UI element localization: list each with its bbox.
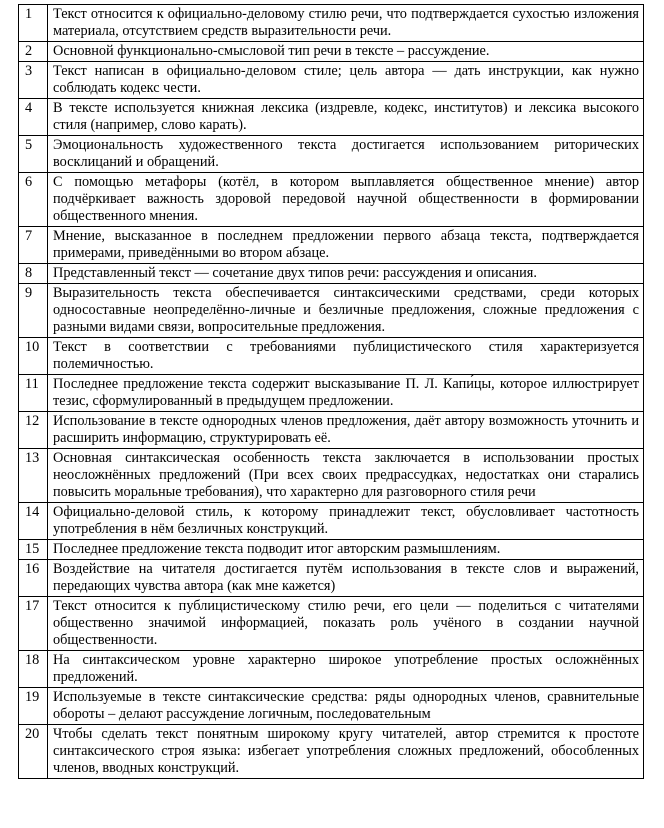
statement-number: 20 — [19, 725, 48, 779]
statement-text: Последнее предложение текста содержит высказывание П. Л. Капи́цы, которое иллюстрирует тезис, сформулированный в предыдущем предложении. — [48, 375, 644, 412]
table-row — [19, 338, 644, 375]
table-row — [19, 136, 644, 173]
statement-number: 11 — [19, 375, 48, 412]
statement-number: 8 — [19, 264, 48, 284]
statement-text: Представленный текст — сочетание двух типов речи: рассуждения и описания. — [48, 264, 644, 284]
statement-text: Текст написан в официально-деловом стиле; цель автора — дать инструкции, как нужно соблюдать кодекс чести. — [48, 62, 644, 99]
table-row — [19, 284, 644, 338]
statement-number: 15 — [19, 540, 48, 560]
table-row — [19, 264, 644, 284]
statement-number: 10 — [19, 338, 48, 375]
table-row — [19, 412, 644, 449]
statement-number: 1 — [19, 5, 48, 42]
statement-number: 3 — [19, 62, 48, 99]
statement-text: Используемые в тексте синтаксические средства: ряды однородных членов, сравнительные обороты – делают рассуждение логичным, последовательным — [48, 688, 644, 725]
statement-text: С помощью метафоры (котёл, в котором выплавляется общественное мнение) автор подчёркивает важность здоровой передовой научной общественности в формировании общественного мнения. — [48, 173, 644, 227]
table-row — [19, 725, 644, 779]
statement-number: 5 — [19, 136, 48, 173]
statement-number: 9 — [19, 284, 48, 338]
statement-text: Основная синтаксическая особенность текста заключается в использовании простых неосложнённых предложений (При всех своих предрассудках, недостатках они старались повысить моральные требования), что характерно для разговорного стиля речи — [48, 449, 644, 503]
statement-number: 2 — [19, 42, 48, 62]
statement-text: Использование в тексте однородных членов предложения, даёт автору возможность уточнить и расширить информацию, структурировать её. — [48, 412, 644, 449]
statement-number: 13 — [19, 449, 48, 503]
statement-number: 12 — [19, 412, 48, 449]
table-row — [19, 375, 644, 412]
table-row — [19, 42, 644, 62]
statement-number: 19 — [19, 688, 48, 725]
statement-text: Текст относится к официально-деловому стилю речи, что подтверждается сухостью изложения материала, отсутствием средств выразительности речи. — [48, 5, 644, 42]
statement-number: 4 — [19, 99, 48, 136]
statement-text: Основной функционально-смысловой тип речи в тексте – рассуждение. — [48, 42, 644, 62]
table-row — [19, 99, 644, 136]
table-row — [19, 560, 644, 597]
table-row — [19, 5, 644, 42]
statement-text: Текст относится к публицистическому стилю речи, его цели — поделиться с читателями общественно значимой информацией, показать роль учёного в создании научной общественности. — [48, 597, 644, 651]
document-page — [18, 4, 644, 779]
statement-text: Выразительность текста обеспечивается синтаксическими средствами, среди которых односоставные неопределённо-личные и безличные предложения, сложные предложения с разными видами связи, вопросительные предложения. — [48, 284, 644, 338]
table-row — [19, 503, 644, 540]
table-row — [19, 540, 644, 560]
statement-text: На синтаксическом уровне характерно широкое употребление простых осложнённых предложений. — [48, 651, 644, 688]
statement-text: В тексте используется книжная лексика (издревле, кодекс, институтов) и лексика высокого стиля (например, слово карать). — [48, 99, 644, 136]
statement-number: 14 — [19, 503, 48, 540]
statement-number: 16 — [19, 560, 48, 597]
statement-number: 17 — [19, 597, 48, 651]
statement-text: Чтобы сделать текст понятным широкому кругу читателей, автор стремится к простоте синтаксического строя языка: избегает употребления сложных предложений, обособленных членов, вводных конструкций. — [48, 725, 644, 779]
table-row — [19, 227, 644, 264]
statement-number: 18 — [19, 651, 48, 688]
table-row — [19, 651, 644, 688]
statement-text: Воздействие на читателя достигается путём использования в тексте слов и выражений, передающих чувства автора (как мне кажется) — [48, 560, 644, 597]
statements-table — [18, 4, 644, 779]
statement-text: Официально-деловой стиль, к которому принадлежит текст, обусловливает частотность употребления в нём безличных конструкций. — [48, 503, 644, 540]
table-row — [19, 597, 644, 651]
statements-table-body — [19, 5, 644, 779]
table-row — [19, 62, 644, 99]
statement-number: 6 — [19, 173, 48, 227]
table-row — [19, 449, 644, 503]
statement-text: Мнение, высказанное в последнем предложении первого абзаца текста, подтверждается примерами, приведёнными во втором абзаце. — [48, 227, 644, 264]
statement-text: Последнее предложение текста подводит итог авторским размышлениям. — [48, 540, 644, 560]
statement-number: 7 — [19, 227, 48, 264]
table-row — [19, 688, 644, 725]
statement-text: Эмоциональность художественного текста достигается использованием риторических восклицаний и обращений. — [48, 136, 644, 173]
statement-text: Текст в соответствии с требованиями публицистического стиля характеризуется полемичностью. — [48, 338, 644, 375]
table-row — [19, 173, 644, 227]
